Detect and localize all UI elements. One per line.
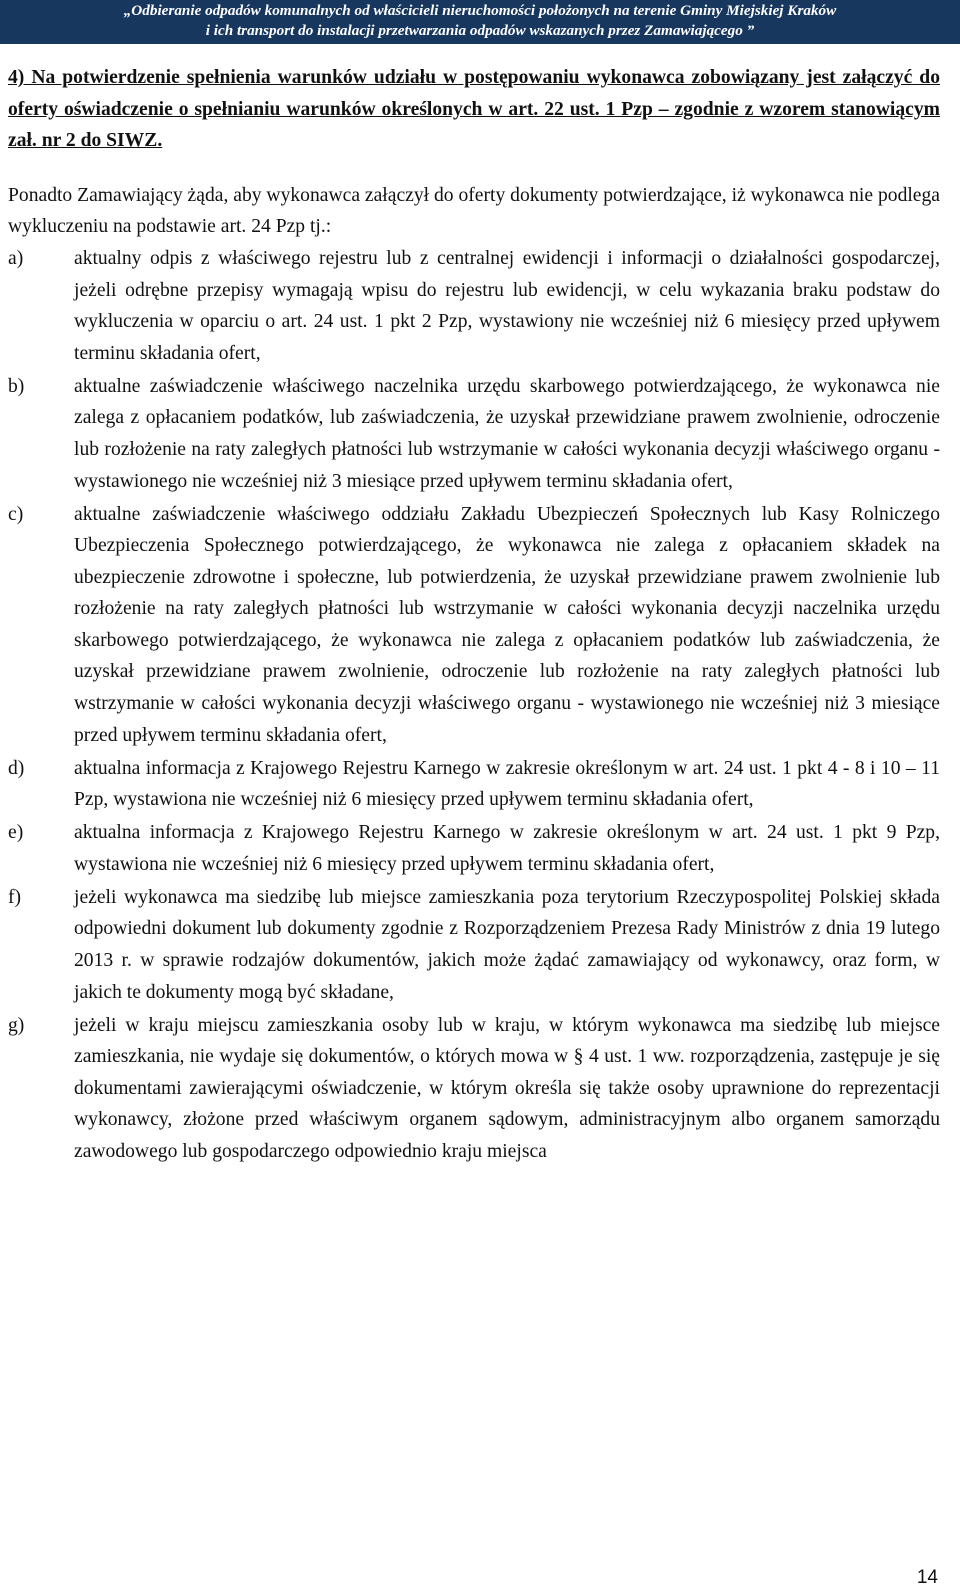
- list-item-text: aktualna informacja z Krajowego Rejestru Karnego w zakresie określonym w art. 24 ust. 1 pkt 4 - 8 i 10 – 11 Pzp, wystawiona nie wcześniej niż 6 miesięcy przed upływem terminu składania ofert,: [74, 757, 940, 811]
- list-item-f: [8, 882, 940, 1008]
- list-item-g: [8, 1010, 940, 1168]
- list-item-e: [8, 817, 940, 880]
- list-item-c: [8, 499, 940, 752]
- list-item-b: [8, 371, 940, 497]
- page-number: 14: [916, 1567, 938, 1588]
- list-item-text: aktualne zaświadczenie właściwego oddziału Zakładu Ubezpieczeń Społecznych lub Kasy Rolniczego Ubezpieczenia Społecznego potwierdzającego, że wykonawca nie zalega z opłacaniem składek na ubezpieczenie zdrowotne i społeczne, lub potwierdzenia, że uzyskał przewidziane prawem zwolnienie lub rozłożenie na raty zaległych płatności lub wstrzymanie w całości wykonania decyzji naczelnika urzędu skarbowego potwierdzającego, że wykonawca nie zalega z opłacaniem podatków lub zaświadczenia, że uzyskał przewidziane prawem zwolnienie, odroczenie lub rozłożenie na raty zaległych płatności lub wstrzymanie w całości wykonania decyzji właściwego organu - wystawionego nie wcześniej niż 3 miesiące przed upływem terminu składania ofert,: [74, 503, 940, 746]
- requirements-list: [8, 243, 940, 1168]
- header-line-2: i ich transport do instalacji przetwarzania odpadów wskazanych przez Zamawiającego ”: [205, 22, 755, 39]
- list-marker: d): [8, 757, 25, 779]
- list-item-text: aktualne zaświadczenie właściwego naczelnika urzędu skarbowego potwierdzającego, że wykonawca nie zalega z opłacaniem podatków, lub zaświadczenia, że uzyskał przewidziane prawem zwolnienie, odroczenie lub rozłożenie na raty zaległych płatności lub wstrzymanie w całości wykonania decyzji właściwego organu - wystawionego nie wcześniej niż 3 miesiące przed upływem terminu składania ofert,: [74, 375, 940, 492]
- list-item-text: aktualny odpis z właściwego rejestru lub z centralnej ewidencji i informacji o działalności gospodarczej, jeżeli odrębne przepisy wymagają wpisu do rejestru lub ewidencji, w celu wykazania braku podstaw do wykluczenia w oparciu o art. 24 ust. 1 pkt 2 Pzp, wystawiony nie wcześniej niż 6 miesięcy przed upływem terminu składania ofert,: [74, 247, 940, 364]
- document-header: [0, 0, 960, 44]
- header-line-1: „Odbieranie odpadów komunalnych od właścicieli nieruchomości położonych na terenie Gminy Miejskiej Kraków: [123, 2, 837, 19]
- list-item-text: jeżeli w kraju miejscu zamieszkania osoby lub w kraju, w którym wykonawca ma siedzibę lub miejsce zamieszkania, nie wydaje się dokumentów, o których mowa w § 4 ust. 1 ww. rozporządzenia, zastępuje je się dokumentami zawierającymi oświadczenie, w którym określa się także osoby uprawnione do reprezentacji wykonawcy, złożone przed właściwym organem sądowym, administracyjnym albo organem samorządu zawodowego lub gospodarczego odpowiednio kraju miejsca: [74, 1014, 940, 1162]
- document-body: [8, 62, 940, 1169]
- list-marker: c): [8, 503, 24, 525]
- list-marker: e): [8, 822, 24, 844]
- section-intro: Ponadto Zamawiający żąda, aby wykonawca załączył do oferty dokumenty potwierdzające, iż wykonawca nie podlega wykluczeniu na podstawie art. 24 Pzp tj.:: [8, 184, 940, 238]
- section-title: 4) Na potwierdzenie spełnienia warunków udziału w postępowaniu wykonawca zobowiązany jest załączyć do oferty oświadczenie o spełnianiu warunków określonych w art. 22 ust. 1 Pzp – zgodnie z wzorem stanowiącym zał. nr 2 do SIWZ.: [8, 67, 940, 152]
- list-item-text: aktualna informacja z Krajowego Rejestru Karnego w zakresie określonym w art. 24 ust. 1 pkt 9 Pzp, wystawiona nie wcześniej niż 6 miesięcy przed upływem terminu składania ofert,: [74, 822, 940, 875]
- list-marker: g): [8, 1014, 25, 1036]
- list-marker: f): [8, 886, 22, 908]
- list-marker: b): [8, 375, 25, 397]
- list-item-a: [8, 243, 940, 369]
- list-marker: a): [8, 247, 24, 269]
- list-item-text: jeżeli wykonawca ma siedzibę lub miejsce zamieszkania poza terytorium Rzeczypospolitej Polskiej składa odpowiedni dokument lub dokumenty zgodnie z Rozporządzeniem Prezesa Rady Ministrów z dnia 19 lutego 2013 r. w sprawie rodzajów dokumentów, jakich może żądać zamawiający od wykonawcy, oraz form, w jakich te dokumenty mogą być składane,: [74, 886, 940, 1003]
- list-item-d: [8, 753, 940, 816]
